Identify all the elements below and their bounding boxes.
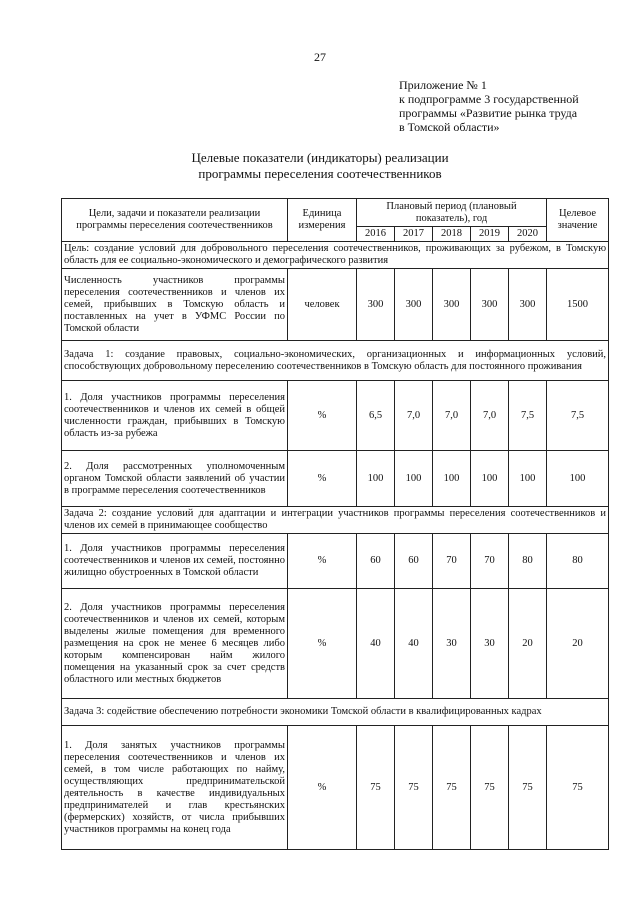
task3-row: Задача 3: содействие обеспечению потребности экономики Томской области в квалифицированных кадрах	[62, 699, 609, 726]
indicator-value: 30	[471, 589, 509, 699]
table-row	[62, 726, 609, 850]
indicator-value: 100	[395, 451, 433, 507]
indicator-unit: %	[288, 534, 357, 589]
indicator-value: 7,0	[471, 381, 509, 451]
indicator-name: 1. Доля участников программы переселения соотечественников и членов их семей в общей численности граждан, прибывших в Томскую область из-за рубежа	[62, 381, 288, 451]
indicator-value: 30	[433, 589, 471, 699]
indicator-unit: %	[288, 589, 357, 699]
indicator-name: 1. Доля участников программы переселения соотечественников и членов их семей, постоянно жилищно обустроенных в Томской области	[62, 534, 288, 589]
appendix-line: Приложение № 1	[399, 78, 487, 92]
indicator-target: 1500	[547, 269, 609, 341]
indicator-value: 100	[357, 451, 395, 507]
indicator-value: 100	[433, 451, 471, 507]
header-unit: Единица измерения	[288, 199, 357, 242]
indicator-value: 75	[509, 726, 547, 850]
table-row	[62, 381, 609, 451]
header-year: 2020	[509, 227, 547, 242]
page-number: 27	[314, 50, 326, 64]
indicator-value: 300	[471, 269, 509, 341]
indicator-value: 300	[433, 269, 471, 341]
indicator-target: 20	[547, 589, 609, 699]
indicator-value: 40	[357, 589, 395, 699]
indicator-value: 75	[471, 726, 509, 850]
indicator-value: 300	[357, 269, 395, 341]
indicator-name: Численность участников программы переселения соотечественников и членов их семей, прибывших в Томскую область и поставленных на учет в УФМС России по Томской области	[62, 269, 288, 341]
indicator-target: 7,5	[547, 381, 609, 451]
table-row	[62, 451, 609, 507]
header-year: 2016	[357, 227, 395, 242]
indicator-value: 80	[509, 534, 547, 589]
indicator-value: 60	[395, 534, 433, 589]
appendix-line: в Томской области»	[399, 120, 500, 134]
task2-row: Задача 2: создание условий для адаптации и интеграции участников программы переселения соотечественников и членов их семей в принимающее сообщество	[62, 507, 609, 534]
indicator-value: 70	[433, 534, 471, 589]
indicator-name: 2. Доля участников программы переселения соотечественников и членов их семей, которым выделены жилые помещения для временного размещения на срок не менее 6 месяцев либо которым компенсирован найм жилого помещения на указанный срок за счет средств областного или местных бюджетов	[62, 589, 288, 699]
header-year: 2019	[471, 227, 509, 242]
indicator-target: 80	[547, 534, 609, 589]
indicator-value: 40	[395, 589, 433, 699]
appendix-line: программы «Развитие рынка труда	[399, 106, 578, 120]
title-line: программы переселения соотечественников	[198, 166, 442, 181]
appendix-line: к подпрограмме 3 государственной	[399, 92, 579, 106]
indicator-value: 20	[509, 589, 547, 699]
indicator-value: 7,0	[395, 381, 433, 451]
indicator-value: 100	[509, 451, 547, 507]
indicator-value: 70	[471, 534, 509, 589]
indicator-value: 300	[395, 269, 433, 341]
indicators-table	[61, 198, 609, 850]
indicator-value: 300	[509, 269, 547, 341]
indicator-value: 100	[471, 451, 509, 507]
indicator-unit: %	[288, 726, 357, 850]
task1-row: Задача 1: создание правовых, социально-экономических, организационных и информационных условий, способствующих добровольному переселению соотечественников в Томскую область для постоянного проживания	[62, 341, 609, 381]
title-line: Целевые показатели (индикаторы) реализации	[191, 150, 449, 165]
header-name: Цели, задачи и показатели реализации программы переселения соотечественников	[62, 199, 288, 242]
indicator-value: 6,5	[357, 381, 395, 451]
indicator-name: 1. Доля занятых участников программы переселения соотечественников и членов их семей, в том числе работающих по найму, осуществляющих предпринимательской деятельность в качестве индивидуальных предпринимателей и глав крестьянских (фермерских) хозяйств, от числа прибывших участников программы на конец года	[62, 726, 288, 850]
indicator-name: 2. Доля рассмотренных уполномоченным органом Томской области заявлений об участии в программе переселения соотечественников	[62, 451, 288, 507]
indicator-value: 7,0	[433, 381, 471, 451]
header-period: Плановый период (плановый показатель), год	[357, 199, 547, 227]
goal-row: Цель: создание условий для добровольного переселения соотечественников, проживающих за рубежом, в Томскую область для ее социально-экономического и демографического развития	[62, 242, 609, 269]
indicator-value: 75	[433, 726, 471, 850]
indicator-value: 60	[357, 534, 395, 589]
table-row	[62, 269, 609, 341]
appendix-note	[399, 78, 614, 134]
header-year: 2018	[433, 227, 471, 242]
table-row	[62, 534, 609, 589]
header-target: Целевое значение	[547, 199, 609, 242]
indicator-unit: человек	[288, 269, 357, 341]
indicator-target: 75	[547, 726, 609, 850]
indicator-value: 75	[395, 726, 433, 850]
document-title	[0, 150, 640, 182]
indicator-unit: %	[288, 381, 357, 451]
indicator-target: 100	[547, 451, 609, 507]
indicator-unit: %	[288, 451, 357, 507]
header-year: 2017	[395, 227, 433, 242]
indicator-value: 75	[357, 726, 395, 850]
indicator-value: 7,5	[509, 381, 547, 451]
table-row	[62, 589, 609, 699]
